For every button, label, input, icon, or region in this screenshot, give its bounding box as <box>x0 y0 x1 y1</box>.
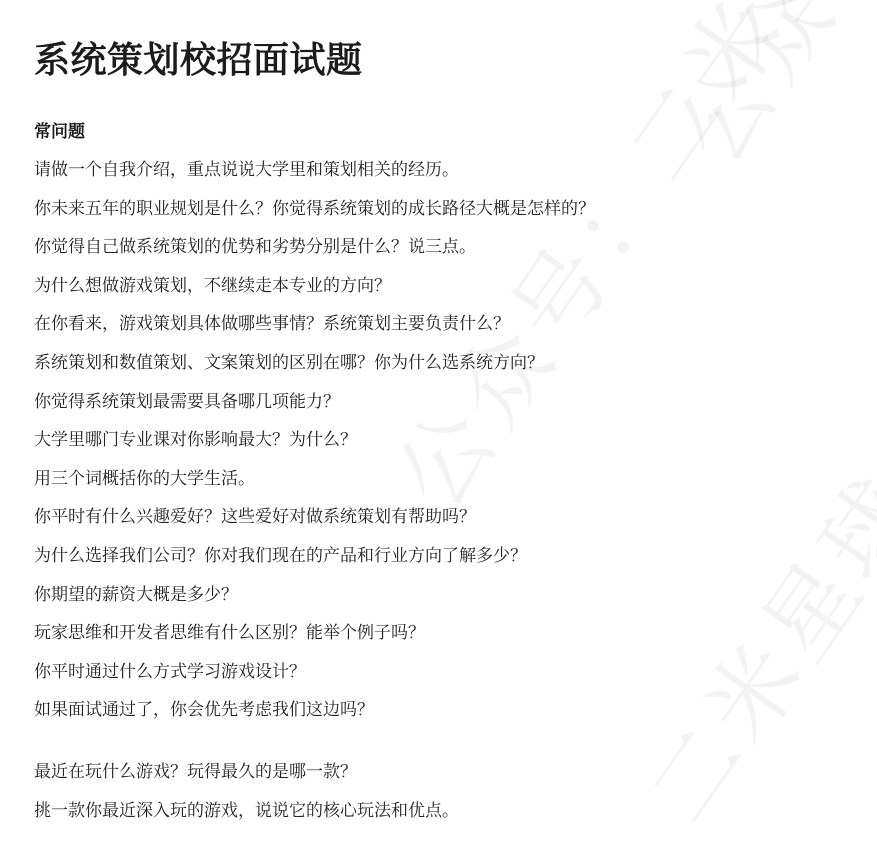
question-item: 你觉得系统策划最需要具备哪几项能力？ <box>34 391 340 412</box>
question-item: 你期望的薪资大概是多少？ <box>34 584 238 605</box>
document-body <box>34 38 857 823</box>
question-item: 你未来五年的职业规划是什么？你觉得系统策划的成长路径大概是怎样的？ <box>34 198 595 219</box>
question-item: 你平时有什么兴趣爱好？这些爱好对做系统策划有帮助吗？ <box>34 507 476 528</box>
question-item: 大学里哪门专业课对你影响最大？为什么？ <box>34 430 357 451</box>
question-item: 请做一个自我介绍，重点说说大学里和策划相关的经历。 <box>34 160 459 180</box>
question-item: 你平时通过什么方式学习游戏设计？ <box>34 661 306 682</box>
question-item: 玩家思维和开发者思维有什么区别？能举个例子吗？ <box>34 623 425 644</box>
question-list <box>34 760 857 823</box>
question-item: 在你看来，游戏策划具体做哪些事情？系统策划主要负责什么？ <box>34 314 510 335</box>
question-item: 你觉得自己做系统策划的优势和劣势分别是什么？说三点。 <box>34 237 476 258</box>
question-item: 系统策划和数值策划、文案策划的区别在哪？你为什么选系统方向？ <box>34 352 544 373</box>
question-item: 最近在玩什么游戏？玩得最久的是哪一款？ <box>34 762 357 783</box>
question-list <box>34 158 857 722</box>
question-item: 如果面试通过了，你会优先考虑我们这边吗？ <box>34 700 374 721</box>
question-item: 为什么想做游戏策划，不继续走本专业的方向？ <box>34 275 391 296</box>
page-title: 系统策划校招面试题 <box>34 40 363 81</box>
section-heading: 常问题 <box>34 122 85 142</box>
question-item: 用三个词概括你的大学生活。 <box>34 468 255 489</box>
question-item: 为什么选择我们公司？你对我们现在的产品和行业方向了解多少？ <box>34 545 527 566</box>
question-item: 挑一款你最近深入玩的游戏，说说它的核心玩法和优点。 <box>34 800 459 821</box>
